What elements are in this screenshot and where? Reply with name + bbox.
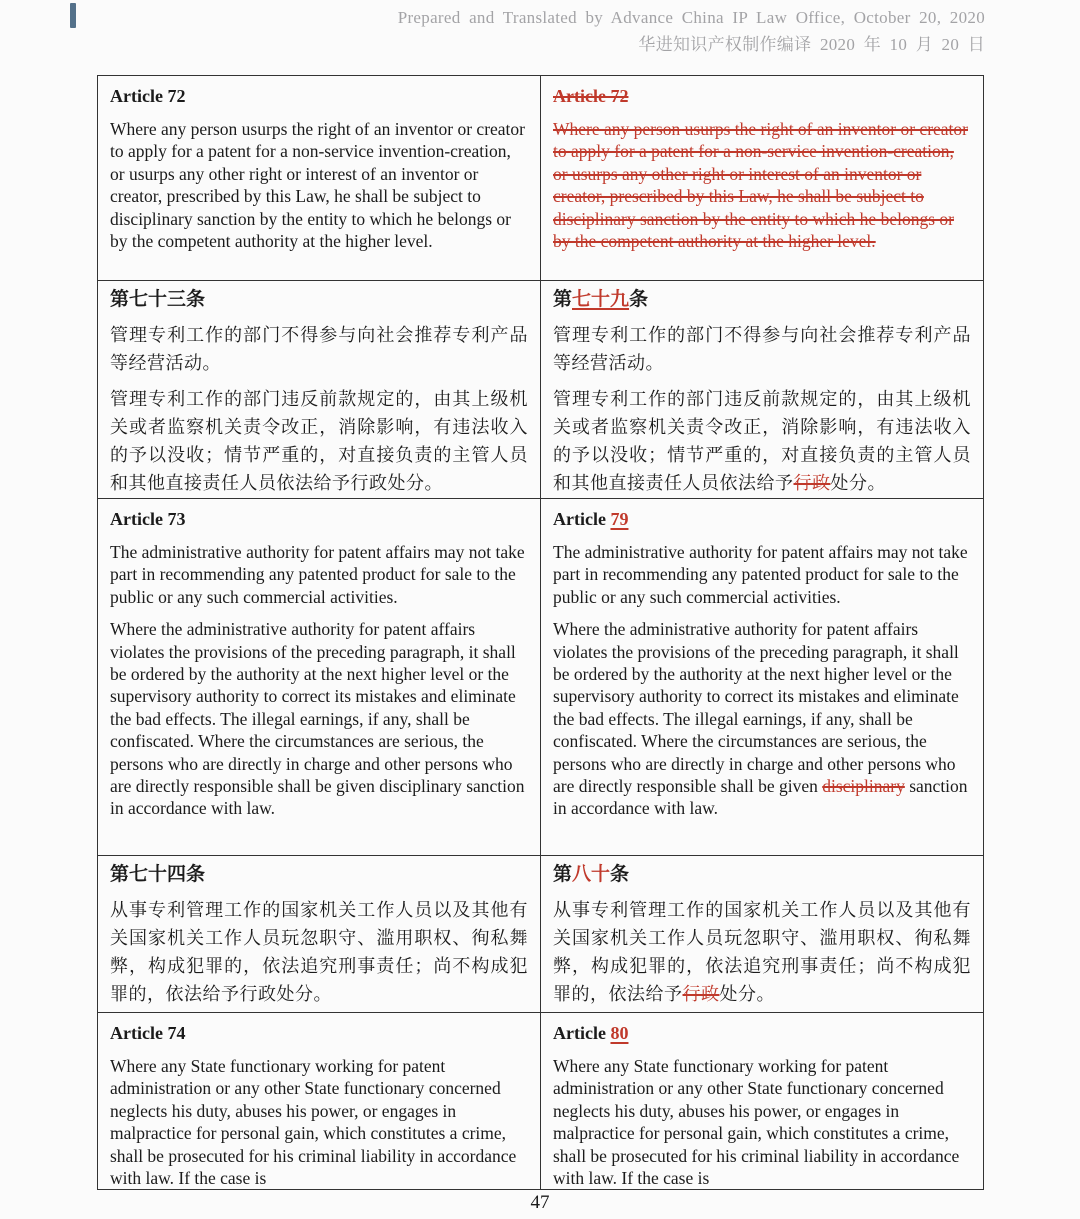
text-segment: 处分。 (830, 473, 886, 493)
paragraph (553, 385, 971, 497)
article-heading (553, 287, 971, 313)
text-segment: Article 73 (110, 509, 186, 529)
text-segment: 管理专利工作的部门不得参与向社会推荐专利产品等经营活动。 (553, 325, 971, 373)
paragraph (553, 1055, 971, 1189)
paragraph (110, 896, 528, 1008)
paragraph (110, 385, 528, 497)
header-line-chinese: 华进知识产权制作编译 2020 年 10 月 20 日 (638, 35, 985, 54)
text-segment: 八十 (572, 864, 611, 885)
article-heading (553, 862, 971, 888)
right-version-cell (541, 1013, 984, 1190)
paragraph (553, 618, 971, 820)
text-segment: Where any State functionary working for patent administration or any other State functionary concerned neglects his duty, abuses his power, or engages in malpractice for personal gain, which constitutes a crime, shall be prosecuted for his criminal liability in accordance with law. If the case is (110, 1056, 517, 1189)
right-version-cell (541, 856, 984, 1013)
article-heading (110, 507, 528, 531)
text-segment: 条 (610, 864, 630, 885)
article-heading (553, 84, 971, 108)
inserted-text: 七十九 (572, 289, 630, 310)
article-heading (110, 287, 528, 313)
text-segment: Article 74 (110, 1023, 186, 1043)
left-version-cell (98, 281, 541, 499)
text-segment: 条 (629, 289, 649, 310)
law-comparison-table (97, 75, 984, 1190)
text-segment: 第 (553, 289, 573, 310)
text-segment: Article (553, 509, 611, 529)
text-segment: sanction in accordance with law. (553, 776, 968, 819)
deleted-text: Article 72 (553, 86, 629, 106)
inserted-text: 79 (610, 509, 629, 529)
paragraph (553, 321, 971, 377)
header-line-english: Prepared and Translated by Advance China IP Law Office, October 20, 2020 (397, 8, 985, 27)
article-heading (553, 507, 971, 531)
table-row (98, 856, 984, 1013)
text-segment: Where any State functionary working for patent administration or any other State functionary concerned neglects his duty, abuses his power, or engages in malpractice for personal gain, which constitutes a crime, shall be prosecuted for his criminal liability in accordance with law. If the case is (553, 1056, 960, 1189)
table-row (98, 1013, 984, 1190)
table-row (98, 281, 984, 499)
text-segment: 从事专利管理工作的国家机关工作人员以及其他有关国家机关工作人员玩忽职守、滥用职权、徇私舞弊，构成犯罪的，依法追究刑事责任；尚不构成犯罪的，依法给予 (553, 900, 971, 1004)
paragraph (110, 541, 528, 608)
text-segment: 管理专利工作的部门不得参与向社会推荐专利产品等经营活动。 (110, 325, 528, 373)
right-version-cell (541, 499, 984, 856)
table-row (98, 499, 984, 856)
text-segment: 第七十四条 (110, 864, 206, 885)
deleted-text: 行政 (682, 984, 720, 1004)
left-version-cell (98, 856, 541, 1013)
article-heading (110, 1021, 528, 1045)
text-segment: The administrative authority for patent affairs may not take part in recommending any patented product for sale to the public or any such commercial activities. (110, 542, 525, 607)
text-segment: 第七十三条 (110, 289, 206, 310)
text-segment: Where the administrative authority for patent affairs violates the provisions of the preceding paragraph, it shall be ordered by the authority at the next higher level or the supervisory authority to correct its mistakes and eliminate the bad effects. The illegal earnings, if any, shall be confiscated. Where the circumstances are serious, the persons who are directly in charge and other persons who are directly responsible shall be given disciplinary sanction in accordance with law. (110, 619, 525, 819)
left-version-cell (98, 76, 541, 281)
article-heading (553, 1021, 971, 1045)
text-segment: 第 (553, 864, 573, 885)
paragraph (553, 118, 971, 252)
paragraph (110, 1055, 528, 1189)
deleted-text: Where any person usurps the right of an inventor or creator to apply for a patent for a non-service invention-creation, or usurps any other right or interest of an inventor or creator, prescribed by this Law, he shall be subject to disciplinary sanction by the entity to which he belongs or by the competent authority at the higher level. (553, 119, 968, 252)
comparison-table-body (98, 76, 984, 1190)
page-number: 47 (530, 1192, 550, 1213)
text-segment: Where the administrative authority for patent affairs violates the provisions of the preceding paragraph, it shall be ordered by the authority at the next higher level or the supervisory authority to correct its mistakes and eliminate the bad effects. The illegal earnings, if any, shall be confiscated. Where the circumstances are serious, the persons who are directly in charge and other persons who are directly responsible shall be given (553, 619, 959, 797)
left-version-cell (98, 499, 541, 856)
text-segment: 处分。 (719, 984, 775, 1004)
text-segment: 管理专利工作的部门违反前款规定的，由其上级机关或者监察机关责令改正，消除影响，有违法收入的予以没收；情节严重的，对直接负责的主管人员和其他直接责任人员依法给予行政处分。 (110, 389, 528, 493)
deleted-text: 行政 (793, 473, 831, 493)
page-header (398, 4, 985, 58)
paragraph (110, 118, 528, 252)
text-cursor-bar (70, 3, 76, 28)
paragraph (553, 541, 971, 608)
paragraph (110, 618, 528, 820)
article-heading (110, 84, 528, 108)
inserted-text: 80 (610, 1023, 629, 1043)
table-row (98, 76, 984, 281)
right-version-cell (541, 76, 984, 281)
article-heading (110, 862, 528, 888)
left-version-cell (98, 1013, 541, 1190)
text-segment: 从事专利管理工作的国家机关工作人员以及其他有关国家机关工作人员玩忽职守、滥用职权、徇私舞弊，构成犯罪的，依法追究刑事责任；尚不构成犯罪的，依法给予行政处分。 (110, 900, 528, 1004)
text-segment: Article (553, 1023, 611, 1043)
text-segment: The administrative authority for patent affairs may not take part in recommending any patented product for sale to the public or any such commercial activities. (553, 542, 968, 607)
text-segment: Article 72 (110, 86, 186, 106)
right-version-cell (541, 281, 984, 499)
text-segment: 管理专利工作的部门违反前款规定的，由其上级机关或者监察机关责令改正，消除影响，有违法收入的予以没收；情节严重的，对直接负责的主管人员和其他直接责任人员依法给予 (553, 389, 971, 493)
paragraph (553, 896, 971, 1008)
deleted-text: disciplinary (822, 776, 905, 797)
paragraph (110, 321, 528, 377)
text-segment: Where any person usurps the right of an inventor or creator to apply for a patent for a non-service invention-creation, or usurps any other right or interest of an inventor or creator, prescribed by this Law, he shall be subject to disciplinary sanction by the entity to which he belongs or by the competent authority at the higher level. (110, 119, 525, 252)
